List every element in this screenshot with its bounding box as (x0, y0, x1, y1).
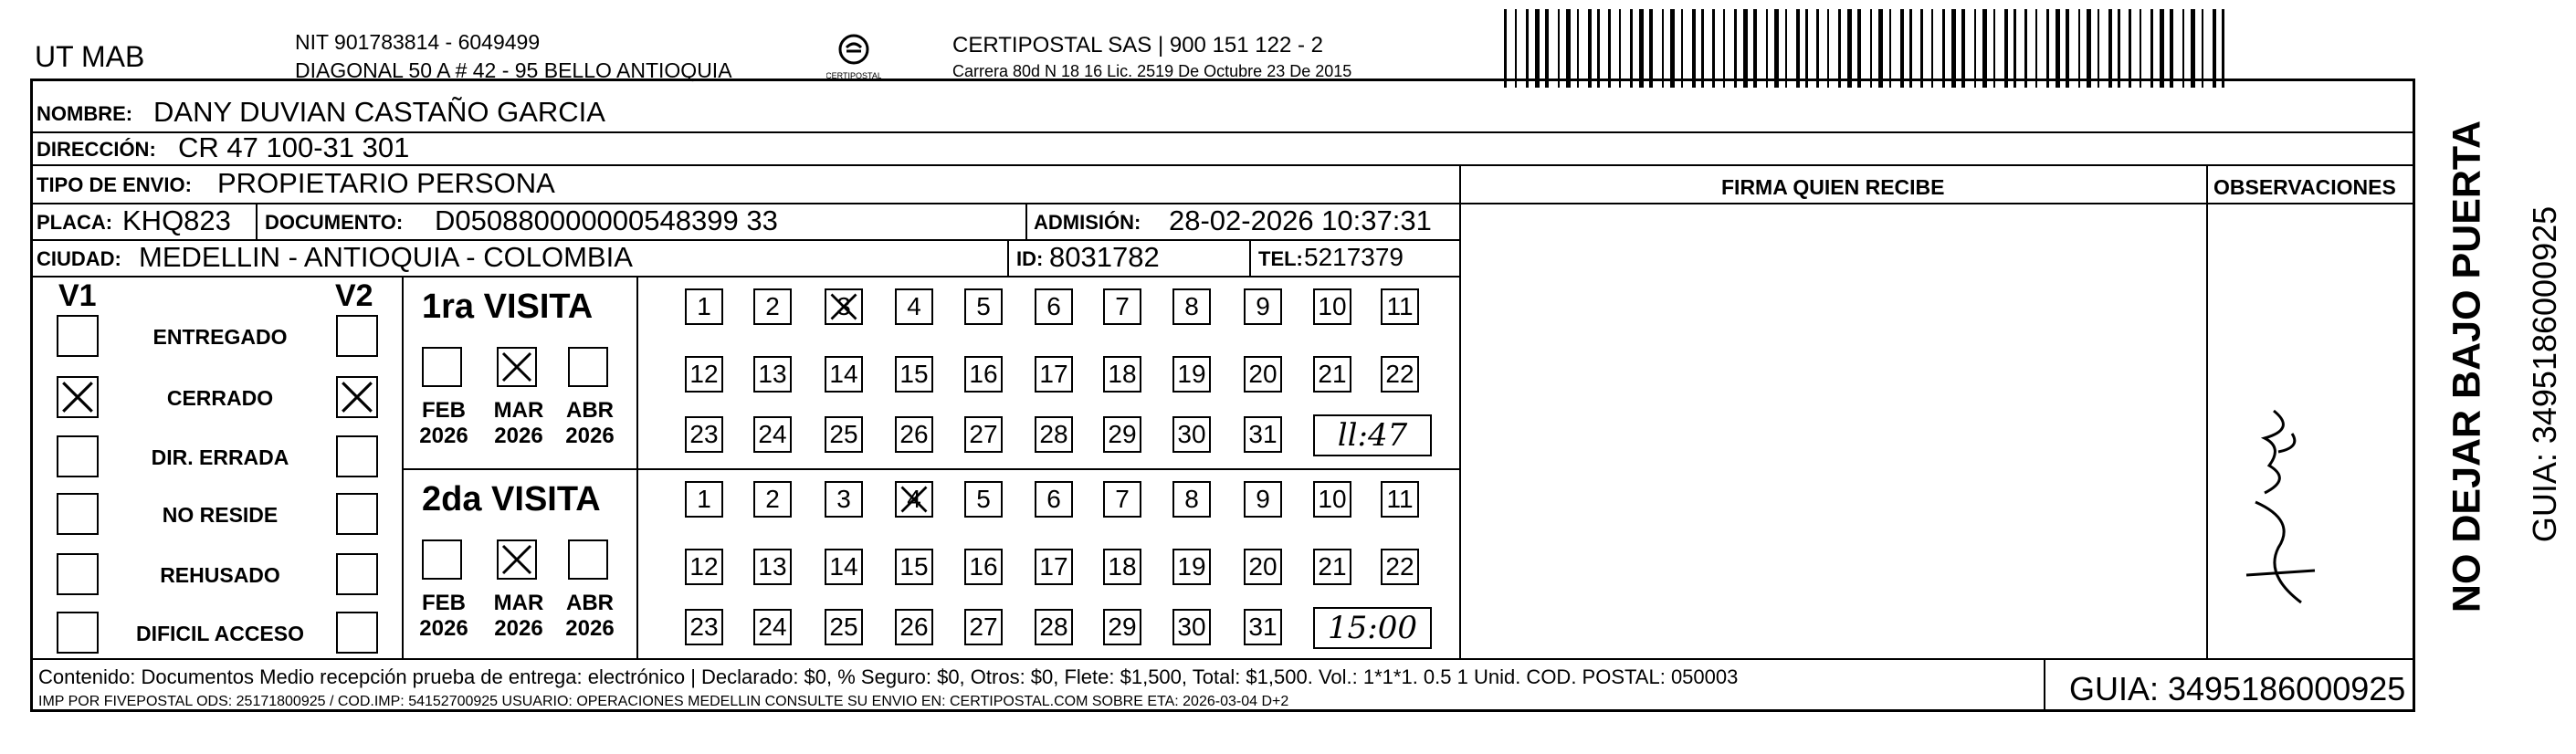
city-value: MEDELLIN - ANTIOQUIA - COLOMBIA (139, 241, 633, 273)
logo-icon (826, 31, 881, 86)
logo-caption: CERTIPOSTAL (826, 71, 881, 80)
day-box-8[interactable]: 8 (1172, 288, 1211, 325)
barcode-bar (1827, 9, 1829, 88)
v1-checkbox-1[interactable] (57, 315, 99, 357)
day-box-12[interactable]: 12 (685, 549, 723, 585)
sender-address: DIAGONAL 50 A # 42 - 95 BELLO ANTIOQUIA (295, 58, 732, 82)
barcode (1504, 0, 2230, 91)
day-box-30[interactable]: 30 (1172, 416, 1211, 453)
month-label: FEB (422, 591, 466, 615)
day-box-27[interactable]: 27 (964, 609, 1003, 645)
barcode-bar (2013, 9, 2016, 88)
day-box-22[interactable]: 22 (1381, 356, 1419, 393)
month-checkbox-abr[interactable] (568, 347, 608, 387)
barcode-bar (1588, 9, 1592, 88)
signature-header: FIRMA QUIEN RECIBE (1721, 175, 1945, 199)
day-box-10[interactable]: 10 (1313, 481, 1351, 518)
sender-nit: NIT 901783814 - 6049499 (295, 30, 541, 54)
handwritten-signature (2228, 393, 2329, 612)
year-label: 2026 (419, 424, 468, 448)
company-license: Carrera 80d N 18 16 Lic. 2519 De Octubre 23 De 2015 (952, 62, 1352, 80)
barcode-bar (1526, 9, 1529, 88)
barcode-bar (1961, 9, 1965, 88)
day-box-18[interactable]: 18 (1103, 356, 1141, 393)
barcode-bar (2191, 9, 2195, 88)
status-option-label: CERRADO (166, 386, 274, 410)
barcode-bar (1870, 9, 1872, 88)
day-box-28[interactable]: 28 (1035, 609, 1073, 645)
day-box-27[interactable]: 27 (964, 416, 1003, 453)
day-box-20[interactable]: 20 (1244, 356, 1282, 393)
day-box-24[interactable]: 24 (753, 416, 792, 453)
day-box-20[interactable]: 20 (1244, 549, 1282, 585)
barcode-bar (1900, 9, 1904, 88)
x-mark-icon (826, 290, 861, 323)
v1-checkbox-3[interactable] (57, 435, 99, 477)
barcode-bar (1774, 9, 1779, 88)
day-box-1[interactable]: 1 (685, 481, 723, 518)
month-checkbox-mar[interactable] (497, 347, 537, 387)
day-box-10[interactable]: 10 (1313, 288, 1351, 325)
day-box-14[interactable]: 14 (825, 356, 863, 393)
barcode-bar (2108, 9, 2112, 88)
day-box-9[interactable]: 9 (1244, 288, 1282, 325)
day-box-14[interactable]: 14 (825, 549, 863, 585)
barcode-bar (1920, 9, 1923, 88)
tel-label: TEL: (1258, 247, 1303, 270)
barcode-bar (1734, 9, 1737, 88)
v2-checkbox-5[interactable] (336, 553, 378, 595)
v2-checkbox-4[interactable] (336, 493, 378, 535)
day-box-29[interactable]: 29 (1103, 609, 1141, 645)
barcode-bar (1993, 9, 1995, 88)
barcode-bar (2087, 9, 2091, 88)
day-box-19[interactable]: 19 (1172, 356, 1211, 393)
month-checkbox-mar[interactable] (497, 539, 537, 580)
day-box-17[interactable]: 17 (1035, 549, 1073, 585)
barcode-bar (1878, 9, 1883, 88)
footer-print-info: IMP POR FIVEPOSTAL ODS: 25171800925 / COD.IMP: 54152700925 USUARIO: OPERACIONES MEDELLIN CONSULTE SU ENVIO EN: CERTIPOSTAL.COM SOBRE ETA: 2026-03-04 D+2 (38, 694, 1289, 709)
document-value: D050880000000548399 33 (435, 204, 778, 236)
barcode-bar (1785, 9, 1787, 88)
barcode-bar (2160, 9, 2164, 88)
barcode-bar (1662, 9, 1664, 88)
day-box-22[interactable]: 22 (1381, 549, 1419, 585)
barcode-bar (2170, 9, 2173, 88)
document-label: DOCUMENTO: (265, 211, 404, 234)
barcode-bar (1909, 9, 1912, 88)
barcode-bar (1723, 9, 1725, 88)
month-label: ABR (566, 591, 614, 615)
id-label: ID: (1016, 247, 1044, 270)
barcode-bar (1639, 9, 1644, 88)
day-box-24[interactable]: 24 (753, 609, 792, 645)
barcode-bar (1577, 9, 1579, 88)
v2-label: V2 (335, 278, 373, 313)
month-checkbox-abr[interactable] (568, 539, 608, 580)
company-name: CERTIPOSTAL SAS | 900 151 122 - 2 (952, 33, 1323, 58)
status-option-label: REHUSADO (160, 563, 280, 587)
day-box-4[interactable]: 4 (895, 481, 933, 518)
city-label: CIUDAD: (37, 247, 121, 270)
day-box-18[interactable]: 18 (1103, 549, 1141, 585)
day-box-21[interactable]: 21 (1313, 356, 1351, 393)
barcode-bar (1847, 9, 1852, 88)
barcode-bar (2118, 9, 2120, 88)
day-box-3[interactable]: 3 (825, 288, 863, 325)
admission-value: 28-02-2026 10:37:31 (1169, 204, 1432, 236)
status-option-label: DIR. ERRADA (151, 445, 289, 469)
day-box-6[interactable]: 6 (1035, 481, 1073, 518)
barcode-bar (2129, 9, 2131, 88)
year-label: 2026 (565, 616, 615, 641)
day-box-29[interactable]: 29 (1103, 416, 1141, 453)
day-box-23[interactable]: 23 (685, 609, 723, 645)
barcode-bar (1982, 9, 1987, 88)
barcode-bar (1857, 9, 1861, 88)
tel-value: 5217379 (1304, 243, 1404, 271)
year-label: 2026 (565, 424, 615, 448)
v1-checkbox-5[interactable] (57, 553, 99, 595)
visit-title: 2da VISITA (422, 480, 601, 518)
barcode-bar (1796, 9, 1800, 88)
barcode-bar (1535, 9, 1540, 88)
barcode-bar (1545, 9, 1549, 88)
sender-name: UT MAB (35, 40, 145, 73)
x-mark-icon (58, 378, 97, 416)
x-mark-icon (897, 483, 931, 516)
barcode-bar (1597, 9, 1600, 88)
barcode-bar (1608, 9, 1611, 88)
year-label: 2026 (494, 424, 543, 448)
visit-time-box[interactable]: ll:47 (1313, 414, 1432, 456)
year-label: 2026 (494, 616, 543, 641)
barcode-bar (2024, 9, 2027, 88)
admission-label: ADMISIÓN: (1034, 211, 1141, 234)
x-mark-icon (499, 541, 535, 578)
month-checkbox-feb[interactable] (422, 539, 462, 580)
barcode-bar (2066, 9, 2069, 88)
day-box-17[interactable]: 17 (1035, 356, 1073, 393)
day-box-11[interactable]: 11 (1381, 481, 1419, 518)
barcode-bar (1942, 9, 1945, 88)
day-box-16[interactable]: 16 (964, 549, 1003, 585)
barcode-bar (1701, 9, 1704, 88)
x-mark-icon (499, 349, 535, 385)
barcode-bar (1805, 9, 1808, 88)
month-label: MAR (493, 398, 544, 423)
day-box-19[interactable]: 19 (1172, 549, 1211, 585)
day-box-30[interactable]: 30 (1172, 609, 1211, 645)
day-check-mark (897, 483, 931, 516)
barcode-bar (2046, 9, 2049, 88)
id-value: 8031782 (1049, 241, 1160, 273)
barcode-bar (1558, 9, 1560, 88)
footer-content: Contenido: Documentos Medio recepción prueba de entrega: electrónico | Declarado: $0, % Seguro: $0, Otros: $0, Flete: $1,500, Total: $1,500. Vol.: 1*1*1. 0.5 1 Unid. COD. POSTAL: 050003 (38, 665, 1739, 688)
barcode-bar (1974, 9, 1976, 88)
observations-header: OBSERVACIONES (2213, 175, 2396, 199)
barcode-bar (1619, 9, 1621, 88)
day-box-23[interactable]: 23 (685, 416, 723, 453)
day-box-3[interactable]: 3 (825, 481, 863, 518)
status-option-label: NO RESIDE (162, 503, 279, 527)
v1-checkbox-2[interactable] (57, 376, 99, 418)
plate-label: PLACA: (37, 211, 113, 234)
barcode-bar (1931, 9, 1933, 88)
day-box-13[interactable]: 13 (753, 549, 792, 585)
day-box-6[interactable]: 6 (1035, 288, 1073, 325)
barcode-bar (2202, 9, 2203, 88)
day-box-8[interactable]: 8 (1172, 481, 1211, 518)
barcode-bar (1889, 9, 1891, 88)
status-option-label: ENTREGADO (152, 325, 288, 349)
year-label: 2026 (419, 616, 468, 641)
day-box-7[interactable]: 7 (1103, 288, 1141, 325)
v2-checkbox-1[interactable] (336, 315, 378, 357)
month-label: MAR (493, 591, 544, 615)
barcode-bar (2222, 9, 2224, 88)
barcode-bar (1515, 9, 1517, 88)
recipient-name: DANY DUVIAN CASTAÑO GARCIA (153, 96, 605, 128)
barcode-bar (1566, 9, 1571, 88)
day-box-11[interactable]: 11 (1381, 288, 1419, 325)
visit-title: 1ra VISITA (422, 288, 594, 326)
barcode-bar (1753, 9, 1757, 88)
plate-value: KHQ823 (122, 204, 231, 236)
day-box-2[interactable]: 2 (753, 481, 792, 518)
day-box-12[interactable]: 12 (685, 356, 723, 393)
name-label: NOMBRE: (37, 102, 133, 125)
day-box-26[interactable]: 26 (895, 609, 933, 645)
barcode-bar (1766, 9, 1768, 88)
v1-checkbox-4[interactable] (57, 493, 99, 535)
side-text (2422, 119, 2563, 630)
barcode-bar (1743, 9, 1748, 88)
visit-time-box[interactable]: 15:00 (1313, 607, 1432, 649)
v1-label: V1 (58, 278, 97, 313)
month-label: FEB (422, 398, 466, 423)
no-under-door-warning: NO DEJAR BAJO PUERTA (2445, 120, 2489, 613)
v2-checkbox-6[interactable] (336, 612, 378, 654)
day-box-2[interactable]: 2 (753, 288, 792, 325)
v2-checkbox-2[interactable] (336, 376, 378, 418)
day-box-4[interactable]: 4 (895, 288, 933, 325)
day-box-25[interactable]: 25 (825, 609, 863, 645)
barcode-bar (1951, 9, 1956, 88)
barcode-bar (2004, 9, 2008, 88)
day-box-15[interactable]: 15 (895, 549, 933, 585)
barcode-bar (2213, 9, 2216, 88)
day-box-5[interactable]: 5 (964, 288, 1003, 325)
x-mark-icon (338, 378, 376, 416)
barcode-bar (2182, 9, 2184, 88)
day-box-7[interactable]: 7 (1103, 481, 1141, 518)
barcode-bar (2056, 9, 2060, 88)
day-box-31[interactable]: 31 (1244, 416, 1282, 453)
barcode-bar (1712, 9, 1715, 88)
barcode-bar (2035, 9, 2037, 88)
month-checkbox-feb[interactable] (422, 347, 462, 387)
day-box-31[interactable]: 31 (1244, 609, 1282, 645)
day-box-9[interactable]: 9 (1244, 481, 1282, 518)
day-box-21[interactable]: 21 (1313, 549, 1351, 585)
v2-checkbox-3[interactable] (336, 435, 378, 477)
shipment-label: TIPO DE ENVIO: (37, 173, 192, 196)
day-box-26[interactable]: 26 (895, 416, 933, 453)
day-box-28[interactable]: 28 (1035, 416, 1073, 453)
barcode-bar (1504, 9, 1507, 88)
barcode-bar (1692, 9, 1696, 88)
barcode-bar (1670, 9, 1675, 88)
barcode-bar (1681, 9, 1683, 88)
address-label: DIRECCIÓN: (37, 138, 156, 161)
side-guide: GUIA: 3495186000925 (2526, 205, 2563, 543)
barcode-bar (1816, 9, 1819, 88)
day-box-25[interactable]: 25 (825, 416, 863, 453)
barcode-bar (1649, 9, 1653, 88)
month-label: ABR (566, 398, 614, 423)
barcode-bar (2140, 9, 2141, 88)
day-box-16[interactable]: 16 (964, 356, 1003, 393)
recipient-address: CR 47 100-31 301 (178, 131, 410, 163)
barcode-bar (1838, 9, 1841, 88)
barcode-bar (2150, 9, 2153, 88)
shipment-type: PROPIETARIO PERSONA (217, 167, 555, 199)
v1-checkbox-6[interactable] (57, 612, 99, 654)
barcode-bar (2098, 9, 2099, 88)
day-check-mark (826, 290, 861, 323)
status-option-label: DIFICIL ACCESO (135, 622, 304, 645)
day-box-5[interactable]: 5 (964, 481, 1003, 518)
barcode-bar (1630, 9, 1633, 88)
certipostal-logo (826, 31, 881, 86)
day-box-1[interactable]: 1 (685, 288, 723, 325)
barcode-bar (2078, 9, 2080, 88)
day-box-15[interactable]: 15 (895, 356, 933, 393)
day-box-13[interactable]: 13 (753, 356, 792, 393)
footer-guide: GUIA: 3495186000925 (2069, 670, 2406, 707)
